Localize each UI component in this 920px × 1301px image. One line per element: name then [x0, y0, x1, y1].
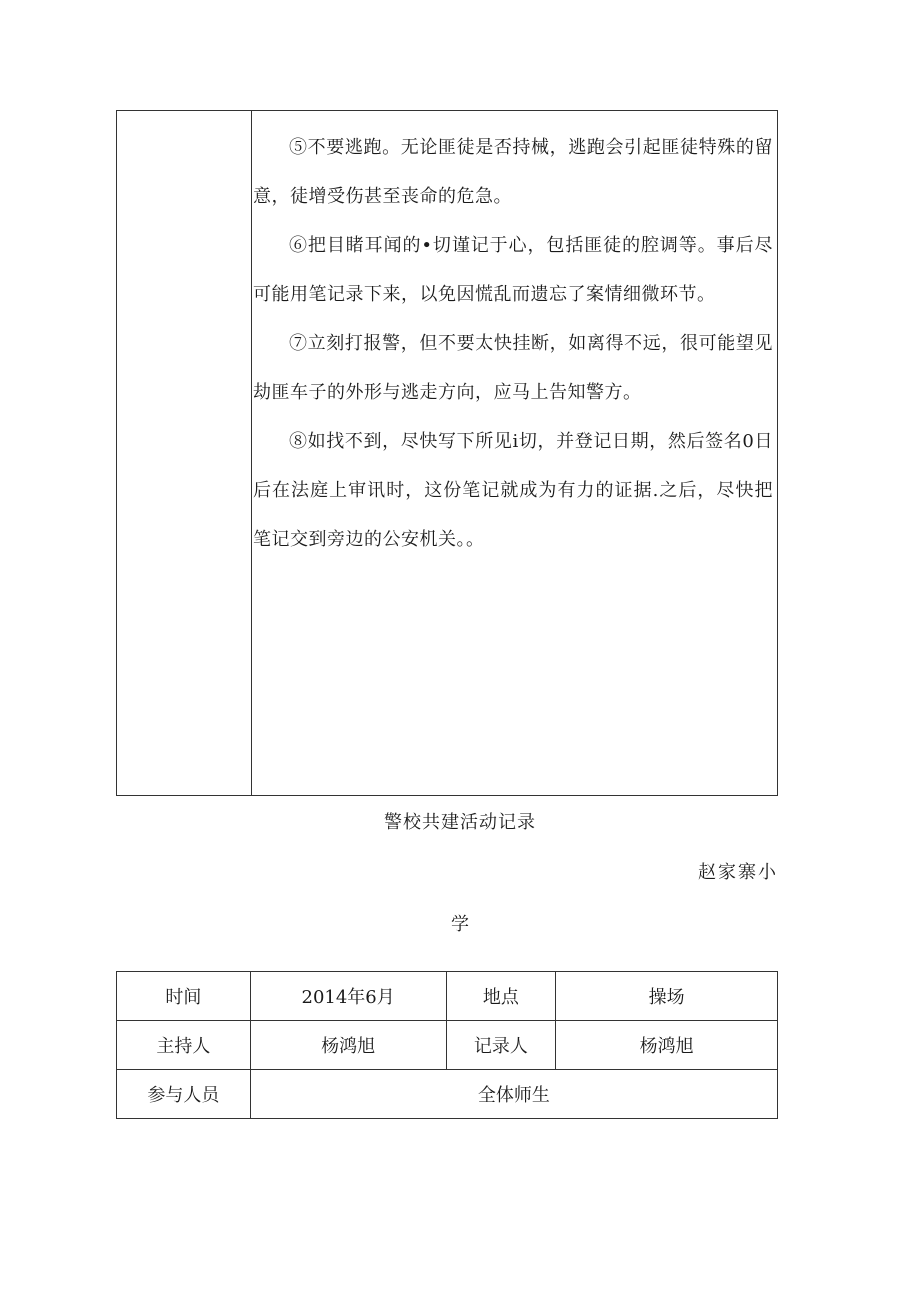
school-name-part1: 赵家寨小 [698, 862, 778, 883]
table-row [117, 1021, 778, 1070]
table-divider [251, 111, 252, 795]
place-value: 操场 [556, 972, 778, 1021]
recorder-label: 记录人 [446, 1021, 556, 1070]
time-label: 时间 [117, 972, 251, 1021]
recorder-value: 杨鸿旭 [556, 1021, 778, 1070]
activity-info-table [116, 971, 778, 1119]
host-label: 主持人 [117, 1021, 251, 1070]
safety-tips-content [253, 123, 773, 564]
host-value: 杨鸿旭 [250, 1021, 446, 1070]
tip-paragraph-8: ⑧如找不到，尽快写下所见i切，并登记日期，然后签名0日后在法庭上审讯时，这份笔记就成为有力的证据.之后，尽快把笔记交到旁边的公安机关。。 [253, 431, 773, 550]
safety-tips-table [116, 110, 778, 796]
tip-paragraph-5: ⑤不要逃跑。无论匪徒是否持械，逃跑会引起匪徒特殊的留意，徒增受伤甚至丧命的危急。 [253, 137, 773, 207]
tip-paragraph-7: ⑦立刻打报警，但不要太快挂断，如离得不远，很可能望见劫匪车子的外形与逃走方向，应马上告知警方。 [253, 333, 773, 403]
table-row [117, 1070, 778, 1119]
school-name-part2: 学 [451, 914, 469, 935]
time-value: 2014年6月 [250, 972, 446, 1021]
record-title: 警校共建活动记录 [384, 812, 536, 833]
participants-value: 全体师生 [250, 1070, 777, 1119]
tip-paragraph-6: ⑥把目睹耳闻的•切谨记于心，包括匪徒的腔调等。事后尽可能用笔记录下来，以免因慌乱而遗忘了案情细微环节。 [253, 235, 773, 305]
participants-label: 参与人员 [117, 1070, 251, 1119]
place-label: 地点 [446, 972, 556, 1021]
table-row [117, 972, 778, 1021]
